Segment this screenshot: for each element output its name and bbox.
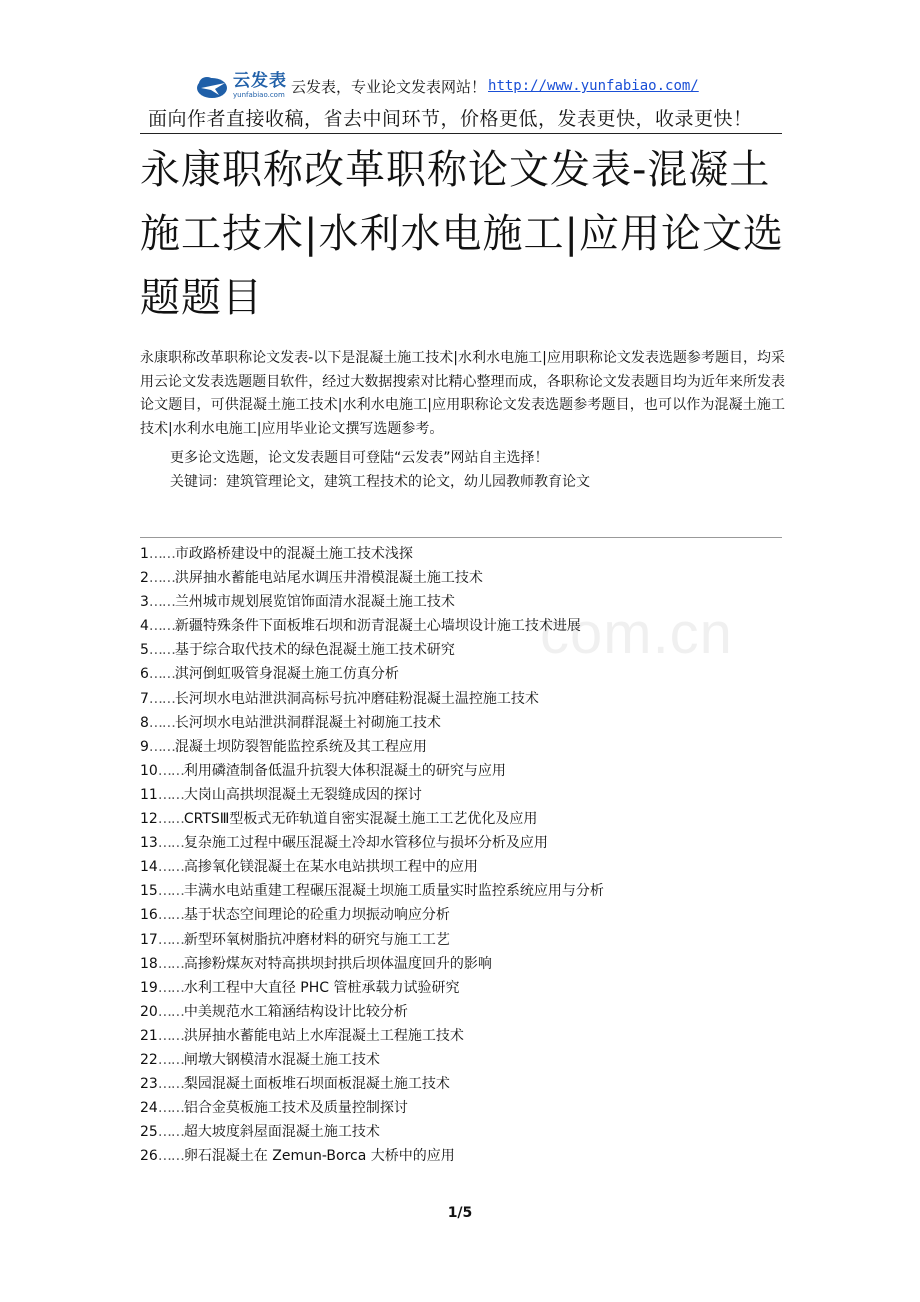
list-item — [140, 928, 604, 952]
topic-title: 高掺粉煤灰对特高拱坝封拱后坝体温度回升的影响 — [183, 955, 492, 972]
topic-separator: …… — [157, 1051, 184, 1068]
topic-title: 高掺氧化镁混凝土在某水电站拱坝工程中的应用 — [183, 859, 478, 876]
topic-separator: …… — [157, 762, 184, 779]
topic-separator: …… — [157, 931, 184, 948]
topic-separator: …… — [157, 1003, 184, 1020]
topic-number: 7 — [140, 690, 149, 707]
topic-separator: …… — [157, 1076, 184, 1093]
topic-separator: …… — [148, 642, 175, 659]
topic-separator: …… — [157, 1027, 184, 1044]
page-title: 永康职称改革职称论文发表-混凝土施工技术|水利水电施工|应用论文选题题目 — [140, 147, 784, 321]
watermark: com.cn — [540, 601, 733, 666]
list-item — [140, 1144, 604, 1168]
list-item — [140, 1048, 604, 1072]
topic-title: 市政路桥建设中的混凝土施工技术浅探 — [174, 546, 413, 562]
topic-number: 9 — [140, 738, 149, 755]
cloud-plane-icon — [195, 71, 231, 101]
topic-separator: …… — [157, 859, 184, 876]
topic-title: 中美规范水工箱涵结构设计比较分析 — [183, 1003, 408, 1020]
list-item — [140, 1000, 604, 1024]
list-item — [140, 614, 604, 638]
topic-separator: …… — [157, 883, 184, 900]
topic-title: 混凝土坝防裂智能监控系统及其工程应用 — [174, 738, 427, 755]
topic-number: 1 — [140, 546, 149, 562]
list-item — [140, 759, 604, 783]
topic-title: 基于状态空间理论的砼重力坝振动响应分析 — [183, 907, 450, 924]
topic-number: 12 — [140, 811, 158, 828]
topic-title: CRTSⅢ型板式无砟轨道自密实混凝土施工工艺优化及应用 — [183, 811, 538, 828]
topic-separator: …… — [148, 594, 175, 611]
topic-separator: …… — [157, 811, 184, 828]
header-divider — [140, 133, 782, 134]
list-item — [140, 855, 604, 879]
topic-title: 淇河倒虹吸管身混凝土施工仿真分析 — [174, 666, 399, 683]
topic-list — [140, 542, 604, 1168]
list-item — [140, 590, 604, 614]
logo-text — [233, 73, 287, 99]
topic-number: 22 — [140, 1051, 158, 1068]
list-item — [140, 879, 604, 903]
topic-number: 24 — [140, 1100, 158, 1117]
more-topics-note: 更多论文选题，论文发表题目可登陆“云发表”网站自主选择！ — [170, 450, 549, 466]
topic-title: 长河坝水电站泄洪洞群混凝土衬砌施工技术 — [174, 714, 441, 731]
topic-separator: …… — [148, 570, 175, 587]
topic-title: 利用磷渣制备低温升抗裂大体积混凝土的研究与应用 — [183, 762, 506, 779]
site-slogan: 面向作者直接收稿，省去中间环节，价格更低，发表更快，收录更快！ — [148, 108, 753, 130]
topic-separator: …… — [148, 618, 175, 635]
topic-separator: …… — [157, 1148, 184, 1165]
topic-number: 25 — [140, 1124, 158, 1141]
topic-number: 15 — [140, 883, 158, 900]
list-item — [140, 1120, 604, 1144]
topic-separator: …… — [157, 979, 184, 996]
list-item — [140, 662, 604, 686]
topic-separator: …… — [157, 786, 184, 803]
topic-separator: …… — [157, 835, 184, 852]
list-item — [140, 1024, 604, 1048]
site-tagline: 云发表，专业论文发表网站！ — [291, 77, 487, 96]
list-item — [140, 952, 604, 976]
topic-separator: …… — [157, 1100, 184, 1117]
topic-separator: …… — [148, 690, 175, 707]
list-item — [140, 711, 604, 735]
list-item — [140, 687, 604, 711]
topic-title: 铝合金莫板施工技术及质量控制探讨 — [183, 1100, 408, 1117]
list-item — [140, 976, 604, 1000]
list-item — [140, 638, 604, 662]
list-divider — [140, 537, 782, 538]
topic-number: 18 — [140, 955, 158, 972]
topic-number: 2 — [140, 570, 149, 587]
topic-number: 3 — [140, 594, 149, 611]
topic-title: 洪屏抽水蓄能电站尾水调压井滑模混凝土施工技术 — [174, 570, 483, 587]
topic-number: 19 — [140, 979, 158, 996]
topic-number: 21 — [140, 1027, 158, 1044]
topic-number: 20 — [140, 1003, 158, 1020]
topic-title: 新疆特殊条件下面板堆石坝和沥青混凝土心墙坝设计施工技术进展 — [174, 618, 581, 635]
list-item — [140, 542, 604, 566]
topic-separator: …… — [148, 714, 175, 731]
topic-number: 14 — [140, 859, 158, 876]
topic-number: 6 — [140, 666, 149, 683]
topic-number: 5 — [140, 642, 149, 659]
list-item — [140, 783, 604, 807]
topic-number: 11 — [140, 786, 158, 803]
topic-separator: …… — [157, 907, 184, 924]
topic-title: 兰州城市规划展览馆饰面清水混凝土施工技术 — [174, 594, 455, 611]
keywords-line: 关键词：建筑管理论文，建筑工程技术的论文，幼儿园教师教育论文 — [170, 474, 590, 490]
topic-title: 大岗山高拱坝混凝土无裂缝成因的探讨 — [183, 786, 422, 803]
topic-title: 丰满水电站重建工程碾压混凝土坝施工质量实时监控系统应用与分析 — [183, 883, 604, 900]
topic-number: 8 — [140, 714, 149, 731]
list-item — [140, 735, 604, 759]
topic-number: 16 — [140, 907, 158, 924]
topic-title: 闸墩大钢模清水混凝土施工技术 — [183, 1051, 380, 1068]
site-header — [195, 70, 699, 102]
topic-title: 卵石混凝土在 Zemun-Borca 大桥中的应用 — [183, 1148, 455, 1165]
topic-number: 23 — [140, 1076, 158, 1093]
topic-separator: …… — [148, 666, 175, 683]
yunfabiao-logo[interactable] — [195, 71, 287, 101]
site-url-link[interactable]: http://www.yunfabiao.com/ — [488, 78, 699, 94]
topic-title: 复杂施工过程中碾压混凝土冷却水管移位与损坏分析及应用 — [183, 835, 548, 852]
topic-separator: …… — [148, 546, 175, 562]
list-item — [140, 566, 604, 590]
page-number: 1/5 — [447, 1205, 473, 1221]
list-item — [140, 903, 604, 927]
topic-number: 17 — [140, 931, 158, 948]
topic-separator: …… — [157, 955, 184, 972]
list-item — [140, 831, 604, 855]
topic-separator: …… — [157, 1124, 184, 1141]
intro-paragraph: 永康职称改革职称论文发表-以下是混凝土施工技术|水利水电施工|应用职称论文发表选题参考题目，均采用云论文发表选题题目软件，经过大数据搜索对比精心整理而成，各职称论文发表题目均为近年来所发表论文题目，可供混凝土施工技术|水利水电施工|应用职称论文发表选题参考题目，也可以作为混凝土施工技术|水利水电施工|应用毕业论文撰写选题参考。 — [140, 350, 785, 437]
topic-title: 长河坝水电站泄洪洞高标号抗冲磨硅粉混凝土温控施工技术 — [174, 690, 539, 707]
topic-title: 基于综合取代技术的绿色混凝土施工技术研究 — [174, 642, 455, 659]
topic-number: 26 — [140, 1148, 158, 1165]
topic-separator: …… — [148, 738, 175, 755]
list-item — [140, 1096, 604, 1120]
logo-domain: yunfabiao.com — [233, 91, 285, 99]
list-item — [140, 1072, 604, 1096]
topic-number: 4 — [140, 618, 149, 635]
logo-name: 云发表 — [233, 71, 287, 91]
topic-title: 梨园混凝土面板堆石坝面板混凝土施工技术 — [183, 1076, 450, 1093]
topic-title: 超大坡度斜屋面混凝土施工技术 — [183, 1124, 380, 1141]
topic-number: 10 — [140, 762, 158, 779]
topic-title: 新型环氧树脂抗冲磨材料的研究与施工工艺 — [183, 931, 450, 948]
topic-title: 水利工程中大直径 PHC 管桩承载力试验研究 — [183, 979, 460, 996]
topic-number: 13 — [140, 835, 158, 852]
topic-title: 洪屏抽水蓄能电站上水库混凝土工程施工技术 — [183, 1027, 464, 1044]
list-item — [140, 807, 604, 831]
